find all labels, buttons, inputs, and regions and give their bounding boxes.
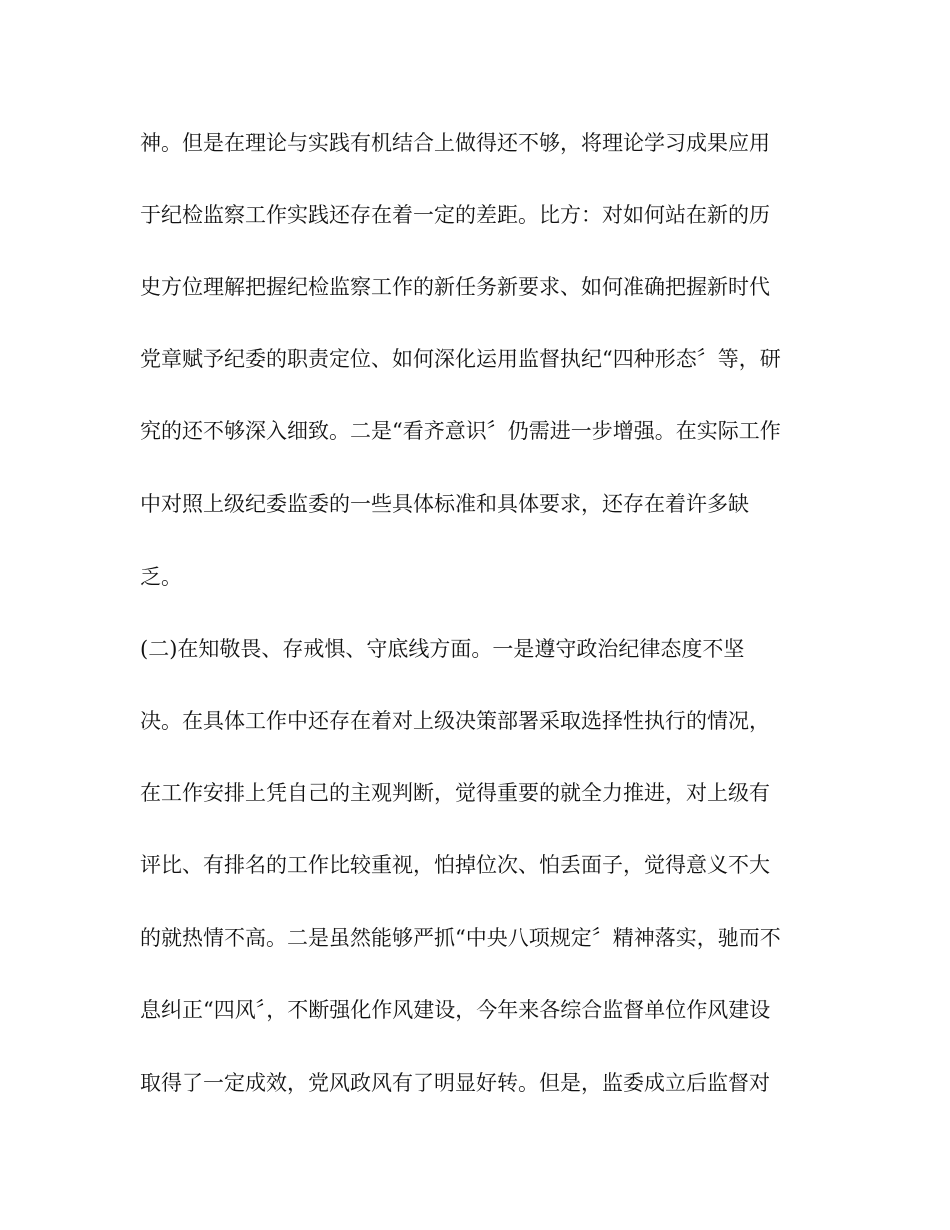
- text-line: 史方位理解把握纪检监察工作的新任务新要求、如何准确把握新时代: [140, 275, 770, 299]
- text-line: 在工作安排上凭自己的主观判断，觉得重要的就全力推进，对上级有: [140, 781, 770, 805]
- section-heading-line: (二)在知敬畏、存戒惧、守底线方面。一是遵守政治纪律态度不坚: [140, 637, 745, 661]
- text-line: 的就热情不高。二是虽然能够严抓“中央八项规定〞精神落实，驰而不: [140, 926, 781, 950]
- text-line: 乏。: [140, 565, 182, 589]
- text-line: 究的还不够深入细致。二是“看齐意识〞仍需进一步增强。在实际工作: [140, 419, 781, 443]
- text-line: 中对照上级纪委监委的一些具体标准和具体要求，还存在着许多缺: [140, 492, 749, 516]
- text-line: 取得了一定成效，党风政风有了明显好转。但是，监委成立后监督对: [140, 1071, 770, 1095]
- text-line: 神。但是在理论与实践有机结合上做得还不够，将理论学习成果应用: [140, 131, 770, 155]
- text-line: 党章赋予纪委的职责定位、如何深化运用监督执纪“四种形态〞等，研: [140, 347, 781, 371]
- text-line: 息纠正“四风〞，不断强化作风建设，今年来各综合监督单位作风建设: [140, 998, 771, 1022]
- text-line: 于纪检监察工作实践还存在着一定的差距。比方：对如何站在新的历: [140, 203, 770, 227]
- text-line: 决。在具体工作中还存在着对上级决策部署采取选择性执行的情况，: [140, 709, 770, 733]
- text-line: 评比、有排名的工作比较重视，怕掉位次、怕丢面子，觉得意义不大: [140, 853, 770, 877]
